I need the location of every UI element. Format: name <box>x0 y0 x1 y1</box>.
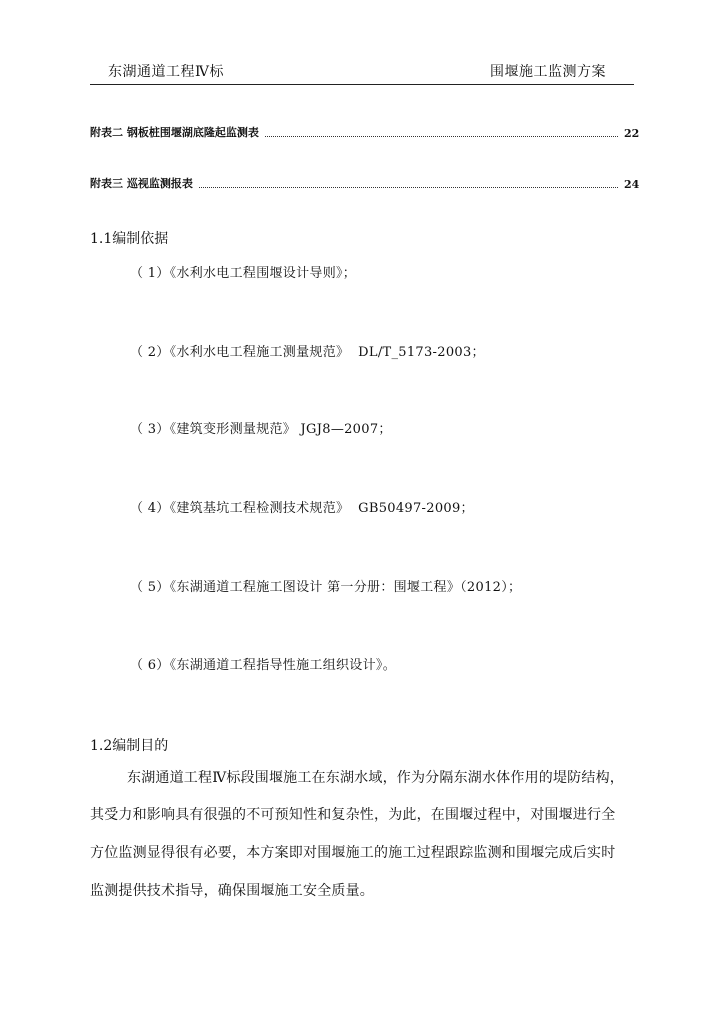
toc-leader-dots <box>265 136 618 137</box>
reference-item: （ 1）《水利水电工程围堰设计导则》； <box>130 266 357 281</box>
section-heading: 1.2编制目的 <box>90 738 169 754</box>
paragraph-line: 其受力和影响具有很强的不可预知性和复杂性，为此，在围堰过程中，对围堰进行全 <box>90 807 616 823</box>
toc-entry-page: 24 <box>624 178 640 191</box>
header-document-title: 围堰施工监测方案 <box>490 64 606 80</box>
reference-item: （ 4）《建筑基坑工程检测技术规范》 GB50497-2009； <box>130 501 474 516</box>
section-heading: 1.1编制依据 <box>90 231 169 247</box>
toc-entry[interactable] <box>90 175 638 191</box>
reference-item: （ 2）《水利水电工程施工测量规范》 DL/T_5173-2003； <box>130 345 485 360</box>
toc-entry[interactable] <box>90 124 638 140</box>
paragraph-line: 东湖通道工程Ⅳ标段围堰施工在东湖水域，作为分隔东湖水体作用的堤防结构， <box>127 770 624 786</box>
toc-entry-page: 22 <box>624 127 640 140</box>
paragraph-line: 监测提供技术指导，确保围堰施工安全质量。 <box>90 883 374 899</box>
header-project-name: 东湖通道工程Ⅳ标 <box>108 64 224 80</box>
paragraph-line: 方位监测显得很有必要，本方案即对围堰施工的施工过程跟踪监测和围堰完成后实时 <box>90 845 616 861</box>
reference-item: （ 5）《东湖通道工程施工图设计 第一分册：围堰工程》（2012）； <box>130 580 522 595</box>
page-header <box>90 62 634 85</box>
reference-item: （ 6）《东湖通道工程指导性施工组织设计》。 <box>130 658 397 673</box>
toc-leader-dots <box>199 187 618 188</box>
toc-entry-label: 附表二 钢板桩围堰湖底隆起监测表 <box>90 126 259 139</box>
reference-item: （ 3）《建筑变形测量规范》 JGJ8—2007； <box>130 422 392 437</box>
toc-entry-label: 附表三 巡视监测报表 <box>90 177 193 190</box>
